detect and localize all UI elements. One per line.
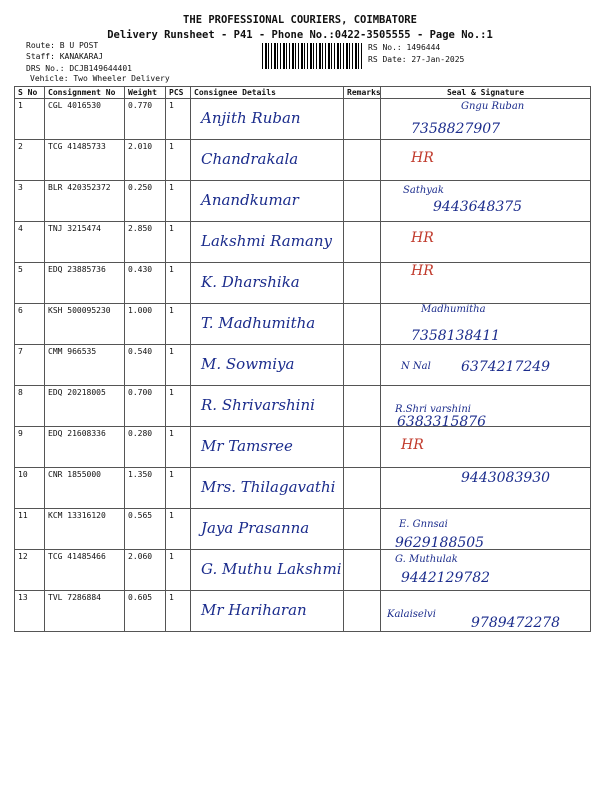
signature: G. Muthulak (395, 554, 458, 565)
cell-pcs: 1 (166, 140, 191, 181)
signature: Gngu Ruban (461, 101, 525, 112)
cell-consignee (191, 304, 344, 345)
consignee-handwriting: Mrs. Thilagavathi (201, 478, 336, 496)
cell-sno: 1 (15, 99, 45, 140)
cell-sno: 4 (15, 222, 45, 263)
cell-pcs: 1 (166, 345, 191, 386)
table-row (15, 99, 591, 140)
consignee-handwriting: R. Shrivarshini (201, 396, 315, 414)
cell-weight: 1.350 (125, 468, 166, 509)
staff-label: Staff: KANAKARAJ (26, 52, 104, 61)
receiver-phone: 7358138411 (411, 328, 501, 344)
table-row (15, 263, 591, 304)
consignee-handwriting: Mr Tamsree (201, 437, 293, 455)
cell-weight: 2.060 (125, 550, 166, 591)
hr-stamp: HR (411, 230, 434, 246)
receiver-phone: 9443648375 (433, 199, 523, 215)
cell-pcs: 1 (166, 386, 191, 427)
cell-weight: 2.850 (125, 222, 166, 263)
cell-remarks (344, 550, 381, 591)
cell-sno: 10 (15, 468, 45, 509)
cell-seal-signature (381, 222, 591, 263)
cell-sno: 9 (15, 427, 45, 468)
consignee-handwriting: K. Dharshika (201, 273, 300, 291)
cell-consignment-no: TCG 41485733 (45, 140, 125, 181)
cell-weight: 0.700 (125, 386, 166, 427)
cell-consignee (191, 468, 344, 509)
signature: Madhumitha (421, 304, 486, 315)
cell-pcs: 1 (166, 263, 191, 304)
cell-seal-signature (381, 140, 591, 181)
cell-seal-signature (381, 99, 591, 140)
cell-seal-signature (381, 304, 591, 345)
cell-weight: 0.250 (125, 181, 166, 222)
cell-seal-signature (381, 591, 591, 632)
table-row (15, 550, 591, 591)
cell-consignee (191, 99, 344, 140)
cell-seal-signature (381, 345, 591, 386)
consignee-handwriting: Lakshmi Ramany (201, 232, 333, 250)
table-row (15, 345, 591, 386)
consignee-handwriting: Jaya Prasanna (201, 519, 310, 537)
barcode (262, 43, 362, 69)
receiver-phone: 9629188505 (395, 535, 485, 551)
cell-sno: 5 (15, 263, 45, 304)
cell-seal-signature (381, 509, 591, 550)
cell-weight: 0.540 (125, 345, 166, 386)
cell-weight: 0.605 (125, 591, 166, 632)
table-row (15, 304, 591, 345)
cell-consignee (191, 550, 344, 591)
col-consignment: Consignment No (45, 87, 125, 99)
cell-consignment-no: EDQ 20218005 (45, 386, 125, 427)
receiver-phone: 7358827907 (411, 121, 501, 137)
cell-seal-signature (381, 550, 591, 591)
signature: E. Gnnsai (399, 519, 448, 530)
cell-seal-signature (381, 181, 591, 222)
cell-consignment-no: CMM 966535 (45, 345, 125, 386)
hr-stamp: HR (411, 150, 434, 166)
cell-sno: 6 (15, 304, 45, 345)
cell-remarks (344, 99, 381, 140)
cell-consignee (191, 427, 344, 468)
cell-pcs: 1 (166, 222, 191, 263)
hr-stamp: HR (411, 263, 434, 279)
table-row (15, 222, 591, 263)
cell-weight: 0.430 (125, 263, 166, 304)
cell-consignee (191, 222, 344, 263)
cell-remarks (344, 345, 381, 386)
cell-sno: 3 (15, 181, 45, 222)
consignee-handwriting: M. Sowmiya (201, 355, 295, 373)
runsheet-table (14, 86, 591, 632)
rs-number: RS No.: 1496444 (368, 43, 441, 52)
company-title: THE PROFESSIONAL COURIERS, COIMBATORE (183, 14, 417, 26)
cell-consignment-no: KSH 500095230 (45, 304, 125, 345)
runsheet-subtitle: Delivery Runsheet - P41 - Phone No.:0422-3505555 - Page No.:1 (107, 29, 493, 41)
cell-remarks (344, 181, 381, 222)
cell-consignment-no: CNR 1855000 (45, 468, 125, 509)
vehicle-label: Vehicle: Two Wheeler Delivery (30, 74, 170, 83)
col-weight: Weight (125, 87, 166, 99)
receiver-phone: 9789472278 (471, 615, 561, 631)
consignee-handwriting: Chandrakala (201, 150, 299, 168)
cell-consignee (191, 181, 344, 222)
cell-sno: 12 (15, 550, 45, 591)
cell-pcs: 1 (166, 550, 191, 591)
signature: Sathyak (403, 185, 444, 196)
cell-weight: 0.280 (125, 427, 166, 468)
receiver-phone: 6383315876 (397, 414, 487, 430)
drs-number: DRS No.: DCJB149644401 (26, 64, 132, 73)
col-remarks: Remarks (344, 87, 381, 99)
cell-consignment-no: KCM 13316120 (45, 509, 125, 550)
cell-pcs: 1 (166, 99, 191, 140)
cell-consignee (191, 345, 344, 386)
cell-consignment-no: CGL 4016530 (45, 99, 125, 140)
consignee-handwriting: Anandkumar (201, 191, 299, 209)
table-header-row (15, 87, 591, 99)
table-row (15, 591, 591, 632)
cell-consignment-no: TVL 7286884 (45, 591, 125, 632)
cell-remarks (344, 427, 381, 468)
consignee-handwriting: G. Muthu Lakshmi (201, 560, 342, 578)
cell-remarks (344, 222, 381, 263)
cell-consignment-no: TNJ 3215474 (45, 222, 125, 263)
consignee-handwriting: T. Madhumitha (201, 314, 316, 332)
receiver-phone: 6374217249 (461, 359, 551, 375)
cell-remarks (344, 468, 381, 509)
cell-consignee (191, 591, 344, 632)
cell-seal-signature (381, 427, 591, 468)
receiver-phone: 9443083930 (461, 470, 551, 486)
table-row (15, 140, 591, 181)
cell-pcs: 1 (166, 509, 191, 550)
consignee-handwriting: Mr Hariharan (201, 601, 307, 619)
cell-pcs: 1 (166, 181, 191, 222)
cell-weight: 2.010 (125, 140, 166, 181)
table-row (15, 468, 591, 509)
cell-remarks (344, 591, 381, 632)
table-row (15, 386, 591, 427)
cell-consignment-no: TCG 41485466 (45, 550, 125, 591)
cell-consignee (191, 140, 344, 181)
cell-weight: 1.000 (125, 304, 166, 345)
cell-sno: 13 (15, 591, 45, 632)
cell-sno: 8 (15, 386, 45, 427)
cell-weight: 0.565 (125, 509, 166, 550)
receiver-phone: 9442129782 (401, 570, 491, 586)
table-row (15, 427, 591, 468)
rs-date: RS Date: 27-Jan-2025 (368, 55, 465, 64)
cell-pcs: 1 (166, 427, 191, 468)
cell-consignee (191, 386, 344, 427)
consignee-handwriting: Anjith Ruban (201, 109, 301, 127)
cell-weight: 0.770 (125, 99, 166, 140)
cell-consignment-no: EDQ 23885736 (45, 263, 125, 304)
cell-pcs: 1 (166, 591, 191, 632)
route-label: Route: B U POST (26, 41, 99, 50)
table-row (15, 509, 591, 550)
cell-remarks (344, 140, 381, 181)
cell-seal-signature (381, 263, 591, 304)
cell-pcs: 1 (166, 304, 191, 345)
cell-sno: 7 (15, 345, 45, 386)
col-signature: Seal & Signature (381, 87, 591, 99)
cell-remarks (344, 509, 381, 550)
cell-seal-signature (381, 468, 591, 509)
col-pcs: PCS (166, 87, 191, 99)
cell-consignee (191, 263, 344, 304)
col-consignee: Consignee Details (191, 87, 344, 99)
signature: Kalaiselvi (387, 609, 436, 620)
signature: N Nal (401, 361, 431, 372)
col-sno: S No (15, 87, 45, 99)
cell-remarks (344, 263, 381, 304)
signature: R.Shri varshini (395, 404, 471, 415)
cell-seal-signature (381, 386, 591, 430)
cell-consignee (191, 509, 344, 550)
cell-remarks (344, 386, 381, 427)
cell-sno: 2 (15, 140, 45, 181)
cell-remarks (344, 304, 381, 345)
cell-consignment-no: EDQ 21608336 (45, 427, 125, 468)
table-row (15, 181, 591, 222)
cell-consignment-no: BLR 420352372 (45, 181, 125, 222)
cell-sno: 11 (15, 509, 45, 550)
cell-pcs: 1 (166, 468, 191, 509)
hr-stamp: HR (401, 437, 424, 453)
